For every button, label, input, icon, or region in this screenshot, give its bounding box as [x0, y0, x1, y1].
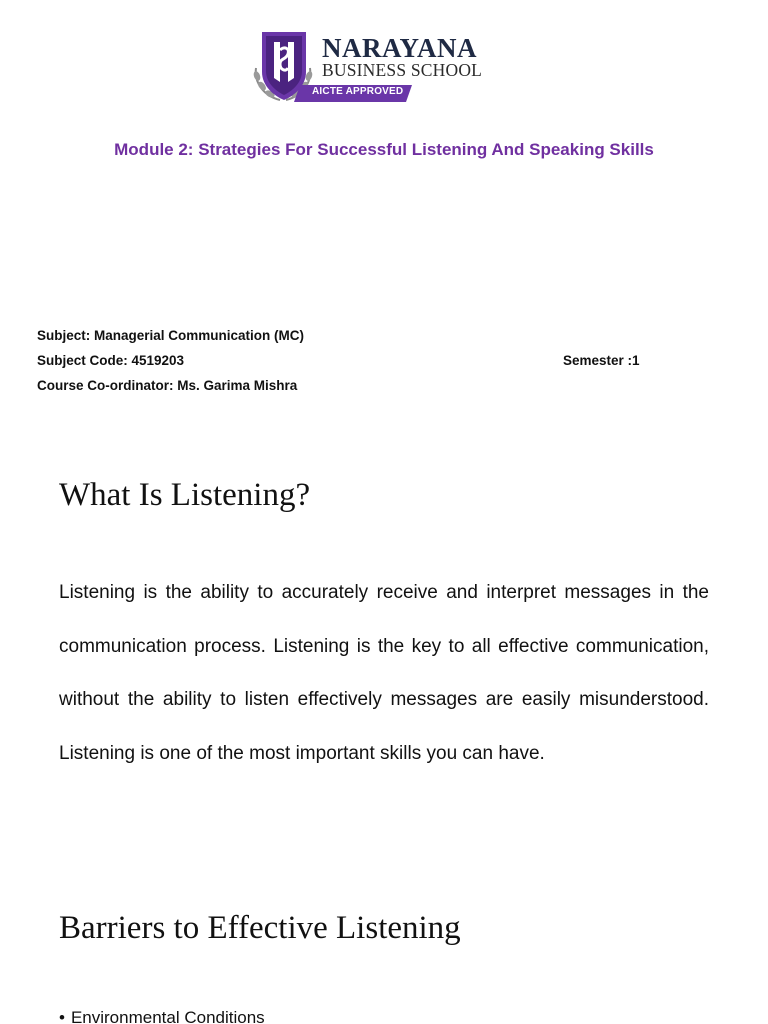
- school-logo: [250, 28, 483, 106]
- subject-code-line: Subject Code: 4519203: [37, 353, 185, 368]
- module-title: Module 2: Strategies For Successful Listening And Speaking Skills: [114, 140, 654, 159]
- bullet-icon: •: [59, 1008, 65, 1024]
- coordinator-line: Course Co-ordinator: Ms. Garima Mishra: [37, 378, 298, 393]
- section-paragraph-listening: Listening is the ability to accurately receive and interpret messages in the communication process. Listening is the key to all effective communication, without the ability to listen effectively messages are easily misunderstood. Listening is one of the most important skills you can have.: [59, 582, 709, 764]
- section-heading-what-is-listening: What Is Listening?: [59, 477, 311, 513]
- brand-subtitle: BUSINESS SCHOOL: [322, 60, 483, 80]
- list-item: [59, 1008, 265, 1024]
- subject-line: Subject: Managerial Communication (MC): [37, 328, 305, 343]
- aicte-badge: AICTE APPROVED: [312, 86, 404, 97]
- section-heading-barriers: Barriers to Effective Listening: [59, 910, 461, 946]
- brand-name: NARAYANA: [322, 33, 478, 63]
- list-item-label: Environmental Conditions: [70, 1008, 265, 1024]
- semester-line: Semester :1: [563, 353, 640, 368]
